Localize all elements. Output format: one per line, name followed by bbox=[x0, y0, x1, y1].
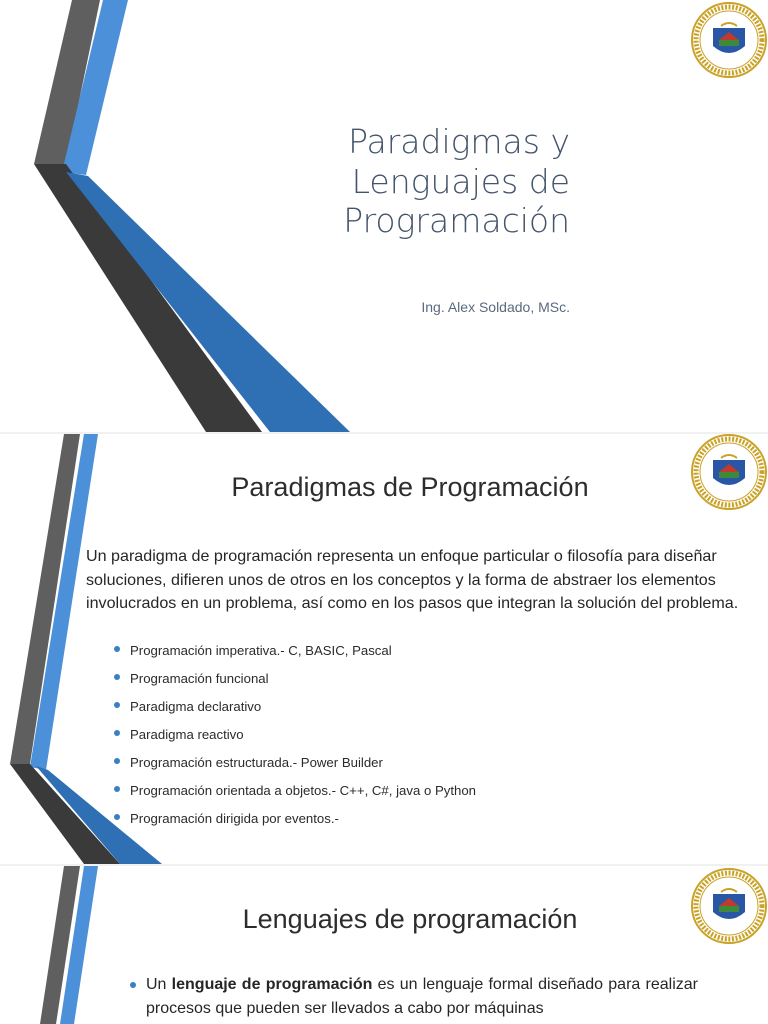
bullet-icon bbox=[114, 674, 120, 680]
languages-slide bbox=[0, 866, 768, 1024]
title-line-3: Programación bbox=[343, 201, 570, 241]
slide-heading: Lenguajes de programación bbox=[242, 904, 578, 934]
intro-paragraph: Un paradigma de programación representa un enfoque particular o filosofía para diseñar soluciones, difieren unos de otros en los conceptos y la forma de abstraer los elementos involucrados en un problema, así como en los pasos que integran la solución del problema. bbox=[86, 547, 739, 613]
highlighted-term: lenguaje de programación bbox=[171, 976, 373, 993]
presentation-title bbox=[300, 122, 570, 241]
title-line-2: Lenguajes de bbox=[351, 161, 570, 201]
stripe-decoration bbox=[0, 866, 110, 1024]
list-item: Programación funcional bbox=[112, 670, 476, 698]
bullet-icon bbox=[114, 702, 120, 708]
presentation-subtitle: Ing. Alex Soldado, MSc. bbox=[421, 299, 570, 315]
bullet-icon bbox=[114, 730, 120, 736]
bullet-icon bbox=[114, 786, 120, 792]
title-line-1: Paradigmas y bbox=[348, 122, 570, 161]
definition-paragraph: Un lenguaje de programación es un lenguaje formal diseñado para realizar procesos que pueden ser llevados a cabo por máquinas bbox=[128, 973, 698, 1021]
university-seal bbox=[691, 2, 767, 78]
bullet-icon bbox=[114, 814, 120, 820]
list-item: Paradigma declarativo bbox=[112, 698, 476, 726]
title-slide bbox=[0, 0, 768, 432]
bullet-icon bbox=[130, 982, 136, 988]
paradigms-slide bbox=[0, 434, 768, 864]
paradigm-list bbox=[112, 642, 476, 838]
list-item: Programación imperativa.- C, BASIC, Pascal bbox=[112, 642, 476, 670]
list-item: Paradigma reactivo bbox=[112, 726, 476, 754]
list-item: Programación dirigida por eventos.- bbox=[112, 810, 476, 838]
dark-stripe-lower bbox=[34, 164, 262, 432]
slide-heading: Paradigmas de Programación bbox=[231, 472, 589, 502]
dark-stripe-lower bbox=[10, 764, 120, 864]
bullet-icon bbox=[114, 758, 120, 764]
list-item: Programación estructurada.- Power Builder bbox=[112, 754, 476, 782]
bullet-icon bbox=[114, 646, 120, 652]
list-item: Programación orientada a objetos.- C++, C#, java o Python bbox=[112, 782, 476, 810]
